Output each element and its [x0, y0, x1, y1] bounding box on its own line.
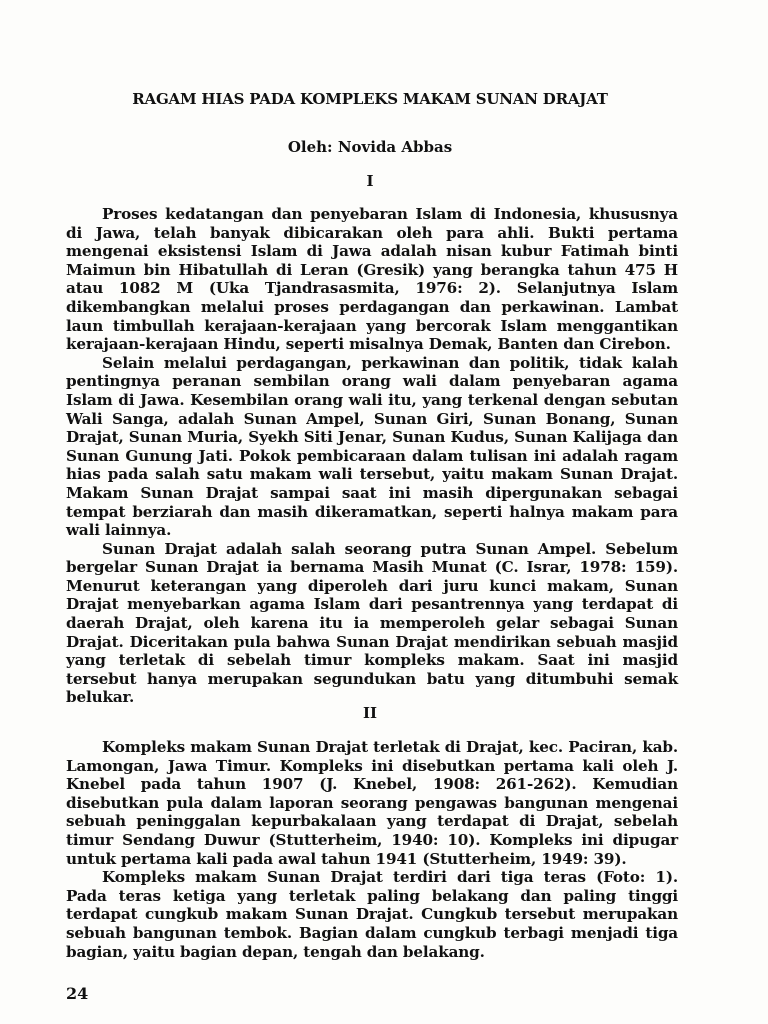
section-number-2: II — [362, 704, 378, 722]
paragraph: Selain melalui perdagangan, perkawinan dan politik, tidak kalah pentingnya peranan sembilan orang wali dalam penyebaran agama Islam di Jawa. Kesembilan orang wali itu, yang terkenal dengan sebutan Wali Sanga, adalah Sunan Ampel, Sunan Giri, Sunan Bonang, Sunan Drajat, Sunan Muria, Syekh Siti Jenar, Sunan Kudus, Sunan Kalijaga dan Sunan Gunung Jati. Pokok pembicaraan dalam tulisan ini adalah ragam hias pada salah satu makam wali tersebut, yaitu makam Sunan Drajat. Makam Sunan Drajat sampai saat ini masih dipergunakan sebagai tempat berziarah dan masih dikeramatkan, seperti halnya makam para wali lainnya. — [66, 353, 678, 540]
paragraph: Kompleks makam Sunan Drajat terdiri dari tiga teras (Foto: 1). Pada teras ketiga yang terletak paling belakang dan paling tinggi terdapat cungkub makam Sunan Drajat. Cungkub tersebut merupakan sebuah bangunan tembok. Bagian dalam cungkub terbagi menjadi tiga bagian, yaitu bagian depan, tengah dan belakang. — [66, 868, 678, 961]
paragraph: Proses kedatangan dan penyebaran Islam di Indonesia, khususnya di Jawa, telah banyak dibicarakan oleh para ahli. Bukti pertama mengenai eksistensi Islam di Jawa adalah nisan kubur Fatimah binti Maimun bin Hibatullah di Leran (Gresik) yang berangka tahun 475 H atau 1082 M (Uka Tjandrasasmita, 1976: 2). Selanjutnya Islam dikembangkan melalui proses perdagangan dan perkawinan. Lambat laun timbullah kerajaan-kerajaan yang bercorak Islam menggantikan kerajaan-kerajaan Hindu, seperti misalnya Demak, Banten dan Cirebon. — [66, 205, 678, 354]
paragraph: Sunan Drajat adalah salah seorang putra Sunan Ampel. Sebelum bergelar Sunan Drajat ia bernama Masih Munat (C. Israr, 1978: 159). Menurut keterangan yang diperoleh dari juru kunci makam, Sunan Drajat menyebarkan agama Islam dari pesantrennya yang terdapat di daerah Drajat, oleh karena itu ia memperoleh gelar sebagai Sunan Drajat. Diceritakan pula bahwa Sunan Drajat mendirikan sebuah masjid yang terletak di sebelah timur kompleks makam. Saat ini masjid tersebut hanya merupakan segundukan batu yang ditumbuhi semak belukar. — [66, 539, 678, 707]
author-line: Oleh: Novida Abbas — [287, 138, 453, 156]
page-number: 24 — [66, 984, 89, 1003]
section-2-body — [66, 738, 678, 961]
section-number-1: I — [366, 172, 374, 190]
section-1-body — [66, 205, 678, 707]
paragraph: Kompleks makam Sunan Drajat terletak di Drajat, kec. Paciran, kab. Lamongan, Jawa Timur. Kompleks ini disebutkan pertama kali oleh J. Knebel pada tahun 1907 (J. Knebel, 1908: 261-262). Kemudian disebutkan pula dalam laporan seorang pengawas bangunan mengenai sebuah peninggalan kepurbakalaan yang terdapat di Drajat, sebelah timur Sendang Duwur (Stutterheim, 1940: 10). Kompleks ini dipugar untuk pertama kali pada awal tahun 1941 (Stutterheim, 1949: 39). — [66, 738, 678, 868]
article-title: RAGAM HIAS PADA KOMPLEKS MAKAM SUNAN DRAJAT — [132, 90, 608, 108]
